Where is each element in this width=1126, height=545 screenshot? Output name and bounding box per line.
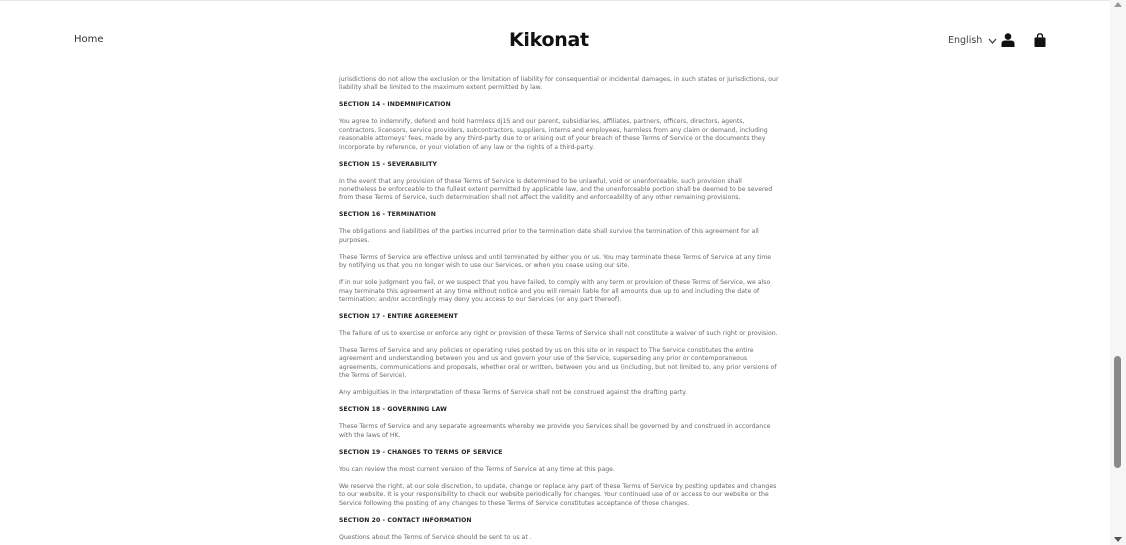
scroll-down-arrow-icon[interactable]: [1114, 537, 1122, 542]
language-label: English: [948, 35, 983, 46]
section-contact-information: [339, 517, 780, 542]
vertical-scrollbar[interactable]: [1110, 0, 1126, 545]
site-header: [0, 0, 1110, 70]
chevron-down-icon: [988, 38, 997, 44]
section-heading: SECTION 20 - CONTACT INFORMATION: [339, 516, 472, 524]
section-heading: SECTION 18 - GOVERNING LAW: [339, 406, 447, 414]
home-link[interactable]: Home: [74, 34, 104, 45]
paragraph: If in our sole judgment you fail, or we suspect that you have failed, to comply with any term or provision of these Terms of Service, we also may terminate this agreement at any time without notice and you will remain liable for all amounts due up to and including the date of termination; and/or accordingly may deny you access to our Services (or any part thereof).: [339, 279, 771, 304]
section-entire-agreement: [339, 313, 780, 398]
section-changes-to-terms: [339, 449, 780, 508]
paragraph: These Terms of Service and any policies or operating rules posted by us on this site or in respect to The Service constitutes the entire agreement and understanding between you and us and govern your use of the Service, superseding any prior or contemporaneous agreements, communications and proposals, whether oral or written, between you and us (including, but not limited to, any prior versions of the Terms of Service).: [339, 347, 777, 380]
terms-content: [339, 76, 780, 545]
section-heading: SECTION 19 - CHANGES TO TERMS OF SERVICE: [339, 448, 503, 456]
section-termination: [339, 211, 780, 304]
section-indemnification: [339, 101, 780, 152]
scroll-thumb[interactable]: [1114, 356, 1121, 468]
paragraph: These Terms of Service are effective unless and until terminated by either you or us. You may terminate these Terms of Service at any time by notifying us that you no longer wish to use our Services, or when you cease using our site.: [339, 253, 772, 270]
scroll-up-arrow-icon[interactable]: [1114, 2, 1122, 7]
user-icon[interactable]: [1001, 33, 1015, 47]
paragraph: Any ambiguities in the interpretation of these Terms of Service shall not be construed against the drafting party.: [339, 389, 688, 397]
paragraph: These Terms of Service and any separate agreements whereby we provide you Services shall be governed by and construed in accordance with the laws of HK.: [339, 423, 771, 439]
language-selector[interactable]: [948, 35, 997, 46]
paragraph: The obligations and liabilities of the parties incurred prior to the termination date shall survive the termination of this agreement for all purposes.: [339, 228, 759, 244]
paragraph: You agree to indemnify, defend and hold harmless dj1S and our parent, subsidiaries, affiliates, partners, officers, directors, agents, contractors, licensors, service providers, subcontractors, suppliers, interns and employees, harmless from any claim or demand, including reasonable attorneys' fees, made by any third-party due to or arising out of your breach of these Terms of Service or the documents they incorporate by reference, or your violation of any law or the rights of a third-party.: [339, 118, 768, 151]
paragraph: You can review the most current version of the Terms of Service at any time at this page.: [339, 465, 615, 473]
paragraph: jurisdictions do not allow the exclusion or the limitation of liability for consequential or incidental damages, in such states or jurisdictions, our liability shall be limited to the maximum extent permitted by law.: [339, 76, 779, 92]
section-governing-law: [339, 406, 780, 440]
section-heading: SECTION 17 - ENTIRE AGREEMENT: [339, 313, 458, 321]
logo[interactable]: Kikonat: [509, 29, 589, 51]
section-heading: SECTION 16 - TERMINATION: [339, 211, 436, 219]
paragraph: In the event that any provision of these Terms of Service is determined to be unlawful, void or unenforceable, such provision shall nonetheless be enforceable to the fullest extent permitted by applicable law, and the unenforceable portion shall be deemed to be severed from these Terms of Service, such determination shall not affect the validity and enforceability of any other remaining provisions.: [339, 177, 773, 202]
shopping-bag-icon[interactable]: [1034, 33, 1046, 47]
paragraph: Questions about the Terms of Service should be sent to us at .: [339, 533, 532, 541]
section-heading: SECTION 14 - INDEMNIFICATION: [339, 101, 451, 109]
section-heading: SECTION 15 - SEVERABILITY: [339, 160, 438, 168]
paragraph: The failure of us to exercise or enforce any right or provision of these Terms of Service shall not constitute a waiver of such right or provision.: [339, 330, 778, 338]
section-severability: [339, 161, 780, 203]
paragraph: We reserve the right, at our sole discretion, to update, change or replace any part of these Terms of Service by posting updates and changes to our website. It is your responsibility to check our website periodically for changes. Your continued use of or access to our website or the Service following the posting of any changes to these Terms of Service constitutes acceptance of those changes.: [339, 482, 777, 507]
